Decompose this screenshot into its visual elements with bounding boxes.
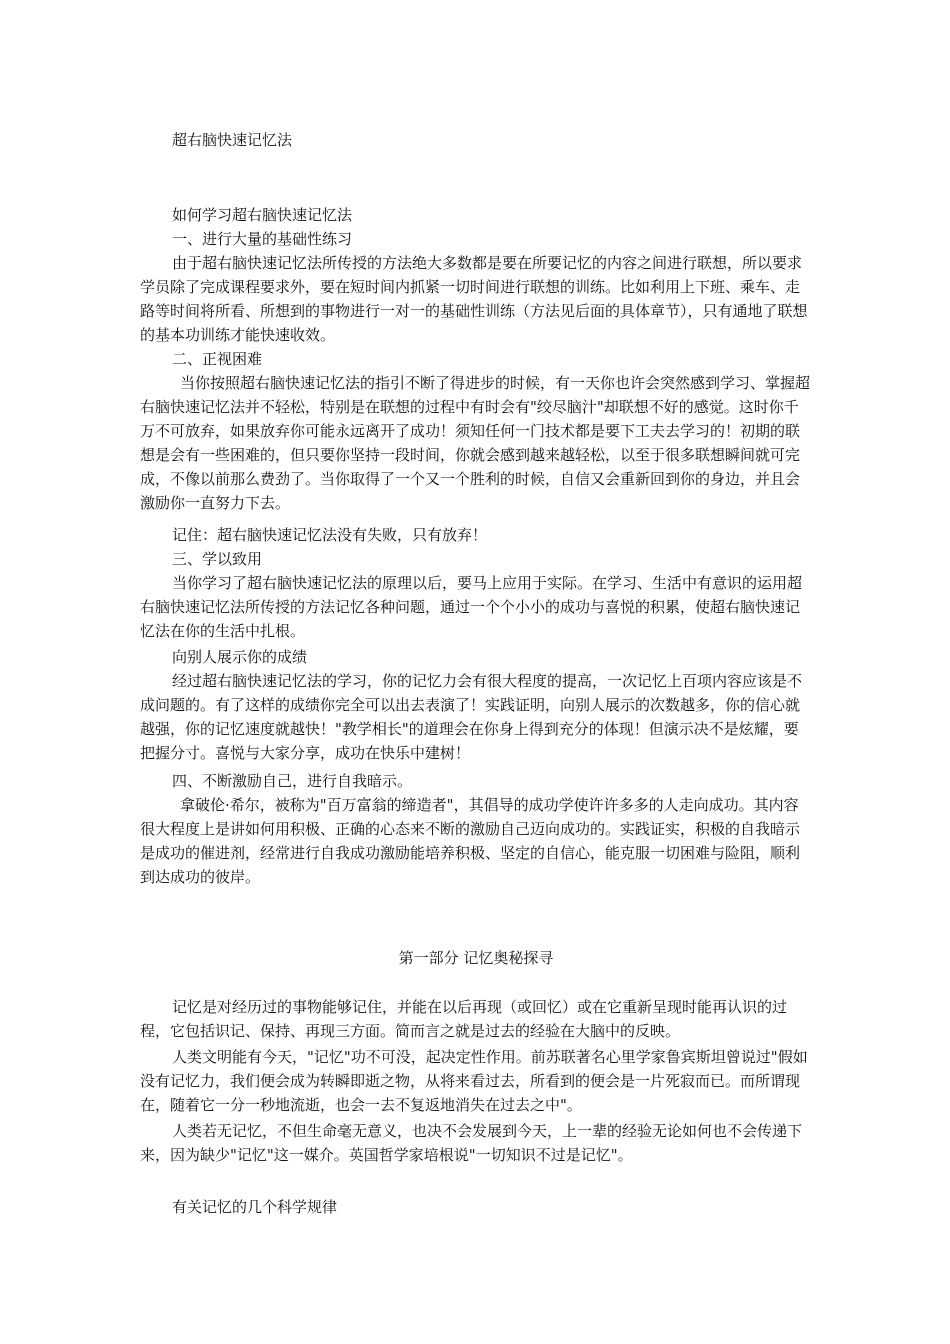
part-1-paragraph-3: 人类若无记忆，不但生命毫无意义，也决不会发展到今天，上一辈的经验无论如何也不会传递下来，因为缺少"记忆"这一媒介。英国哲学家培根说"一切知识不过是记忆"。	[140, 1122, 803, 1164]
step-4-body: 拿破伦·希尔，被称为"百万富翁的缔造者"，其倡导的成功学使许许多多的人走向成功。其内容很大程度上是讲如何用积极、正确的心态来不断的激励自己迈向成功的。实践证实，积极的自我暗示是成功的催进剂，经常进行自我成功激励能培养积极、坚定的自信心，能克服一切困难与险阻，顺利到达成功的彼岸。	[140, 796, 801, 886]
part-1-title: 第一部分 记忆奥秘探寻	[398, 949, 554, 967]
part-1-paragraph-1: 记忆是对经历过的事物能够记住，并能在以后再现（或回忆）或在它重新呈现时能再认识的过程，它包括识记、保持、再现三方面。简而言之就是过去的经验在大脑中的反映。	[140, 998, 788, 1040]
step-2-body: 当你按照超右脑快速记忆法的指引不断了得进步的时候，有一天你也许会突然感到学习、掌握超右脑快速记忆法并不轻松，特别是在联想的过程中有时会有"绞尽脑汁"却联想不好的感觉。这时你千万不可放弃，如果放弃你可能永远离开了成功！须知任何一门技术都是要下工夫去学习的！初期的联想是会有一些困难的，但只要你坚持一段时间，你就会感到越来越轻松，以至于很多联想瞬间就可完成，不像以前那么费劲了。当你取得了一个又一个胜利的时候，自信又会重新回到你的身边，并且会激励你一直努力下去。	[140, 374, 811, 512]
section-heading: 如何学习超右脑快速记忆法	[172, 206, 353, 224]
step-1-body: 由于超右脑快速记忆法所传授的方法绝大多数都是要在所要记忆的内容之间进行联想，所以要求学员除了完成课程要求外，要在短时间内抓紧一切时间进行联想的训练。比如利用上下班、乘车、走路等时间将所看、所想到的事物进行一对一的基础性训练（方法见后面的具体章节），只有通地了联想的基本功训练才能快速收效。	[140, 254, 808, 344]
step-3-heading: 三、学以致用	[172, 550, 263, 568]
step-2-remember: 记住：超右脑快速记忆法没有失败，只有放弃！	[172, 526, 488, 544]
step-3-body: 当你学习了超右脑快速记忆法的原理以后，要马上应用于实际。在学习、生活中有意识的运用超右脑快速记忆法所传授的方法记忆各种问题，通过一个个小小的成功与喜悦的积累，使超右脑快速记忆法在你的生活中扎根。	[140, 574, 803, 640]
document-title: 超右脑快速记忆法	[172, 131, 293, 149]
laws-heading: 有关记忆的几个科学规律	[172, 1198, 338, 1216]
step-2-heading: 二、正视困难	[172, 350, 263, 368]
part-1-paragraph-2: 人类文明能有今天，"记忆"功不可没，起决定性作用。前苏联著名心里学家鲁宾斯坦曾说过"假如没有记忆力，我们便会成为转瞬即逝之物，从将来看过去，所看到的便会是一片死寂而已。而所谓现在，随着它一分一秒地流逝，也会一去不复返地消失在过去之中"。	[140, 1048, 808, 1114]
step-4-heading: 四、不断激励自己，进行自我暗示。	[172, 772, 413, 790]
step-1-heading: 一、进行大量的基础性练习	[172, 230, 353, 248]
showcase-body: 经过超右脑快速记忆法的学习，你的记忆力会有很大程度的提高，一次记忆上百项内容应该是不成问题的。有了这样的成绩你完全可以出去表演了！实践证明，向别人展示的次数越多，你的信心就越强，你的记忆速度就越快！"教学相长"的道理会在你身上得到充分的体现！但演示决不是炫耀，要把握分寸。喜悦与大家分享，成功在快乐中建树！	[140, 672, 803, 762]
showcase-heading: 向别人展示你的成绩	[172, 648, 308, 666]
